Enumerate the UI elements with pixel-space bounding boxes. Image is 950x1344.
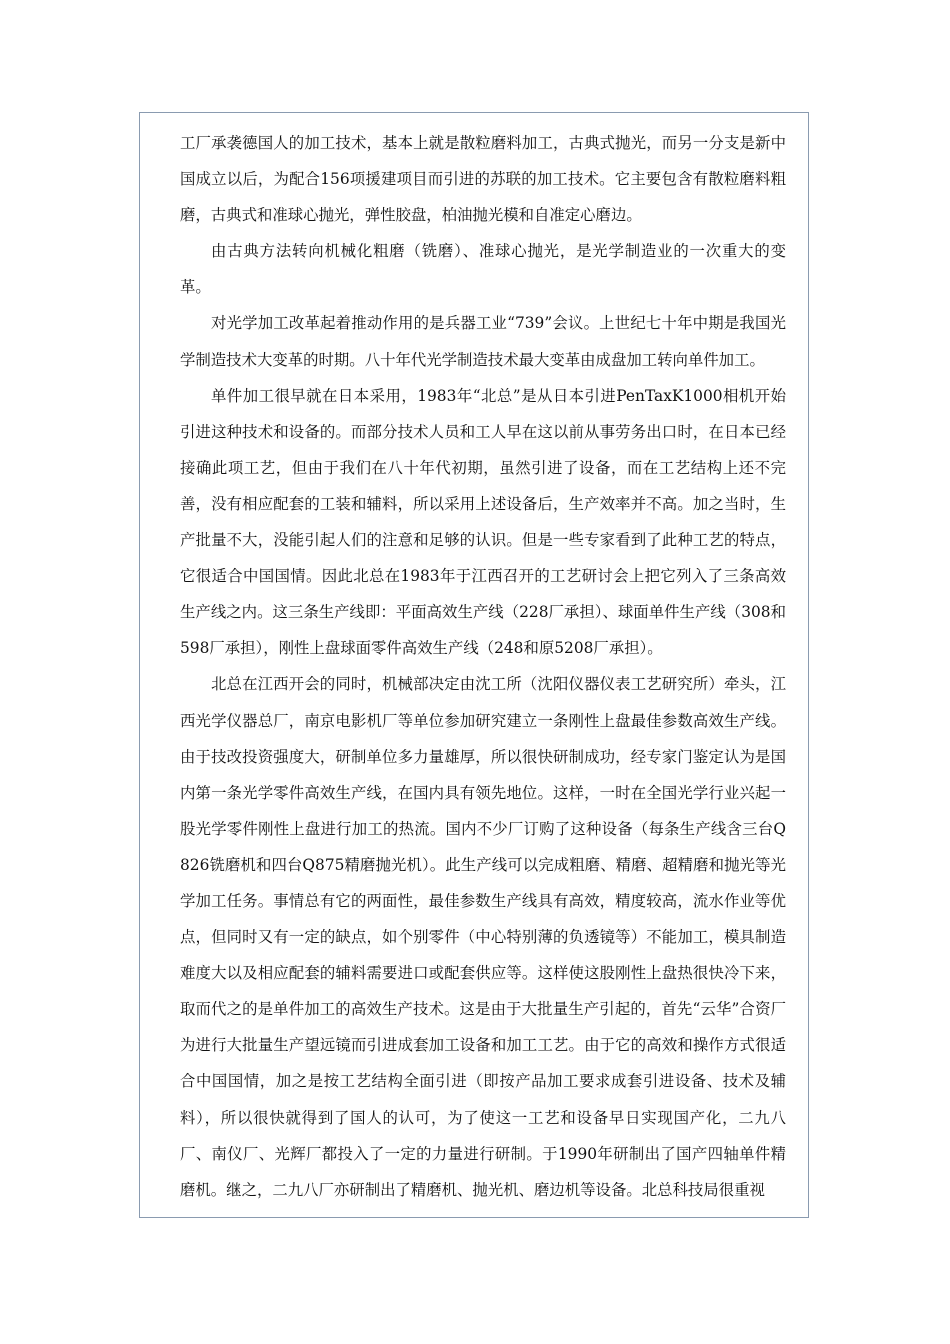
paragraph: 工厂承袭德国人的加工技术，基本上就是散粒磨料加工，古典式抛光，而另一分支是新中国成立以后，为配合156项援建项目而引进的苏联的加工技术。它主要包含有散粒磨料粗磨，古典式和准球心抛光，弹性胶盘，柏油抛光模和自准定心磨边。 (180, 134, 786, 225)
paragraph: 由古典方法转向机械化粗磨（铣磨）、准球心抛光，是光学制造业的一次重大的变革。 (180, 242, 786, 297)
paragraph: 对光学加工改革起着推动作用的是兵器工业“739”会议。上世纪七十年中期是我国光学制造技术大变革的时期。八十年代光学制造技术最大变革由成盘加工转向单件加工。 (180, 314, 786, 369)
paragraph: 单件加工很早就在日本采用，1983年“北总”是从日本引进PenTaxK1000相机开始引进这种技术和设备的。而部分技术人员和工人早在这以前从事劳务出口时，在日本已经接确此项工艺，但由于我们在八十年代初期，虽然引进了设备，而在工艺结构上还不完善，没有相应配套的工装和辅料，所以采用上述设备后，生产效率并不高。加之当时，生产批量不大，没能引起人们的注意和足够的认识。但是一些专家看到了此种工艺的特点，它很适合中国国情。因此北总在1983年于江西召开的工艺研讨会上把它列入了三条高效生产线之内。这三条生产线即：平面高效生产线（228厂承担）、球面单件生产线（308和598厂承担），刚性上盘球面零件高效生产线（248和原5208厂承担）。 (180, 386, 786, 658)
paragraph: 北总在江西开会的同时，机械部决定由沈工所（沈阳仪器仪表工艺研究所）牵头，江西光学仪器总厂，南京电影机厂等单位参加研究建立一条刚性上盘最佳参数高效生产线。由于技改投资强度大，研制单位多力量雄厚，所以很快研制成功，经专家门鉴定认为是国内第一条光学零件高效生产线，在国内具有领先地位。这样，一时在全国光学行业兴起一股光学零件刚性上盘进行加工的热流。国内不少厂订购了这种设备（每条生产线含三台Q826铣磨机和四台Q875精磨抛光机）。此生产线可以完成粗磨、精磨、超精磨和抛光等光学加工任务。事情总有它的两面性，最佳参数生产线具有高效，精度较高，流水作业等优点，但同时又有一定的缺点，如个别零件（中心特别薄的负透镜等）不能加工，模具制造难度大以及相应配套的辅料需要进口或配套供应等。这样使这股刚性上盘热很快冷下来，取而代之的是单件加工的高效生产技术。这是由于大批量生产引起的，首先“云华”合资厂为进行大批量生产望远镜而引进成套加工设备和加工工艺。由于它的高效和操作方式很适合中国国情，加之是按工艺结构全面引进（即按产品加工要求成套引进设备、技术及辅料），所以很快就得到了国人的认可，为了使这一工艺和设备早日实现国产化，二九八厂、南仪厂、光辉厂都投入了一定的力量进行研制。于1990年研制出了国产四轴单件精磨机。继之，二九八厂亦研制出了精磨机、抛光机、磨边机等设备。北总科技局很重视 (180, 675, 786, 1199)
document-body (180, 125, 786, 1208)
text-frame (139, 112, 809, 1218)
